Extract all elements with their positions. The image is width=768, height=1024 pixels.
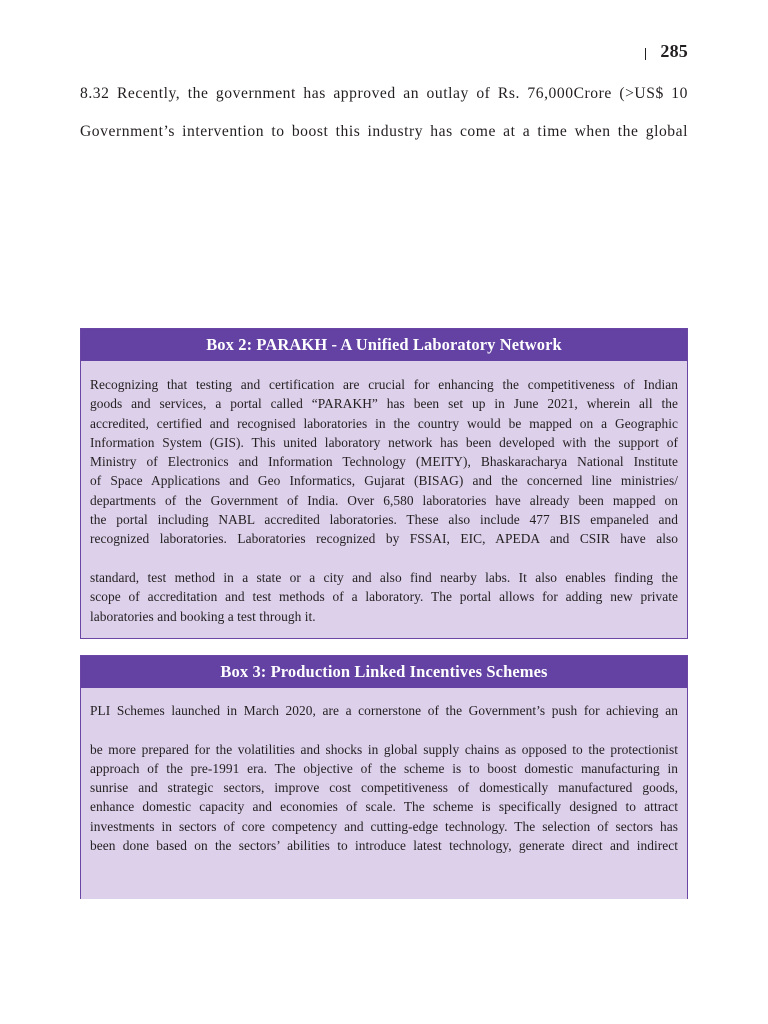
box-text-line: recognized laboratories. Laboratories recognized by FSSAI, EIC, APEDA and CSIR have also (90, 531, 678, 547)
box-text-line: standard, test method in a state or a city and also find nearby labs. It also enables finding the (90, 569, 678, 585)
box-body (81, 688, 687, 855)
header-divider (645, 48, 646, 60)
box-text-line: accredited, certified and recognised laboratories in the country would be mapped on a Geographic (90, 415, 678, 431)
box-body (81, 361, 687, 626)
box-text-line: scope of accreditation and test methods of a laboratory. The portal allows for adding new private (90, 589, 678, 605)
box-text-line: be more prepared for the volatilities and shocks in global supply chains as opposed to the protectionist (90, 741, 678, 757)
box-text-line: been done based on the sectors’ abilities to introduce latest technology, generate direct and indirect (90, 838, 678, 854)
box-text-line: goods and services, a portal called “PARAKH” has been set up in June 2021, wherein all the (90, 396, 678, 412)
box-title: Box 3: Production Linked Incentives Schemes (81, 656, 687, 688)
page-header (645, 40, 688, 62)
page-number: 285 (660, 40, 688, 61)
box-parakh (80, 328, 688, 639)
box-text-line: enhance domestic capacity and economies of scale. The scheme is specifically designed to attract (90, 799, 678, 815)
box-title: Box 2: PARAKH - A Unified Laboratory Network (81, 329, 687, 361)
box-text-line: the portal including NABL accredited laboratories. These also include 477 BIS empaneled and (90, 512, 678, 528)
paragraph-government-intervention: Government’s intervention to boost this industry has come at a time when the global (80, 123, 688, 140)
paragraph-8-32: 8.32 Recently, the government has approved an outlay of Rs. 76,000Crore (>US$ 10 (80, 85, 688, 102)
box-text-line: sunrise and strategic sectors, improve cost competitiveness of domestically manufactured goods, (90, 780, 678, 796)
blank-line (90, 720, 678, 739)
box-text-line: approach of the pre-1991 era. The objective of the scheme is to boost domestic manufacturing in (90, 760, 678, 776)
box-text-line: of Space Applications and Geo Informatics, Gujarat (BISAG) and the concerned line ministries/ (90, 473, 678, 489)
box-pli-schemes (80, 655, 688, 899)
box-text-line: investments in sectors of core competency and cutting-edge technology. The selection of sectors has (90, 818, 678, 834)
box-text-line: Ministry of Electronics and Information Technology (MEITY), Bhaskaracharya National Institute (90, 454, 678, 470)
box-text-line: Recognizing that testing and certification are crucial for enhancing the competitiveness of Indian (90, 377, 678, 392)
box-text-line: laboratories and booking a test through it. (90, 608, 316, 624)
blank-line (90, 549, 678, 568)
box-text-line: PLI Schemes launched in March 2020, are a cornerstone of the Government’s push for achieving an (90, 703, 678, 718)
box-text-line: departments of the Government of India. Over 6,580 laboratories have already been mapped on (90, 492, 678, 508)
box-text-line: Information System (GIS). This united laboratory network has been developed with the support of (90, 434, 678, 450)
